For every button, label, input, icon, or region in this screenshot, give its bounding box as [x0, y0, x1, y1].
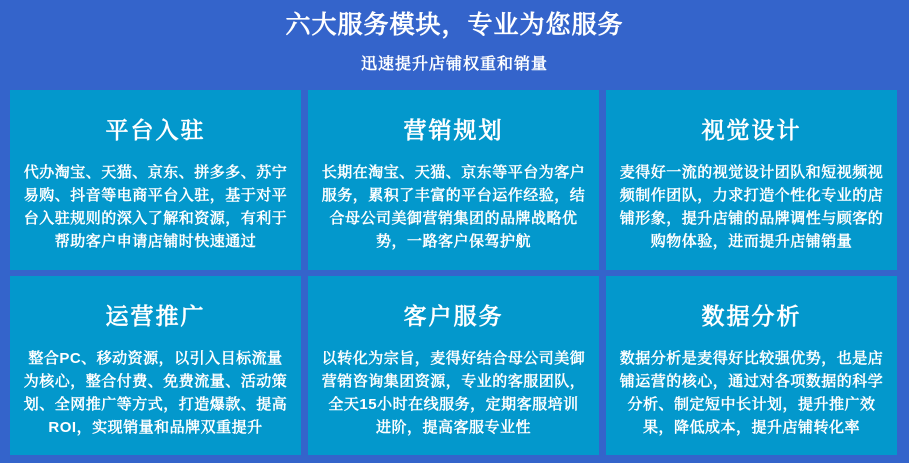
section-header: [0, 0, 909, 74]
service-card-data-analysis: [606, 276, 897, 455]
service-card-platform-entry: [10, 90, 301, 270]
card-title: 客户服务: [403, 303, 504, 329]
services-grid: [10, 90, 897, 455]
card-title: 数据分析: [701, 303, 802, 329]
service-card-operations-promotion: [10, 276, 301, 455]
card-body: 麦得好一流的视觉设计团队和短视频视频制作团队，力求打造个性化专业的店铺形象，提升店铺的品牌调性与顾客的购物体验，进而提升店铺销量: [619, 164, 884, 250]
section-subtitle: 迅速提升店铺权重和销量: [360, 56, 548, 73]
card-body: 长期在淘宝、天猫、京东等平台为客户服务，累积了丰富的平台运作经验，结合母公司美御营销集团的品牌战略优势，一路客户保驾护航: [321, 164, 586, 250]
card-body: 数据分析是麦得好比较强优势，也是店铺运营的核心，通过对各项数据的科学分析、制定短中长计划，提升推广效果，降低成本，提升店铺转化率: [619, 350, 884, 436]
card-title: 营销规划: [403, 117, 504, 143]
card-body: 代办淘宝、天猫、京东、拼多多、苏宁易购、抖音等电商平台入驻，基于对平台入驻规则的深入了解和资源，有利于帮助客户申请店铺时快速通过: [23, 164, 288, 250]
card-title: 平台入驻: [105, 117, 206, 143]
card-title: 视觉设计: [701, 117, 802, 143]
service-card-marketing-planning: [308, 90, 599, 270]
card-body: 整合PC、移动资源，以引入目标流量为核心，整合付费、免费流量、活动策划、全网推广等方式，打造爆款、提高ROI，实现销量和品牌双重提升: [23, 350, 288, 436]
service-card-customer-service: [308, 276, 599, 455]
service-card-visual-design: [606, 90, 897, 270]
card-body: 以转化为宗旨，麦得好结合母公司美御营销咨询集团资源，专业的客服团队，全天15小时在线服务，定期客服培训进阶，提高客服专业性: [321, 350, 586, 436]
section-title: 六大服务模块，专业为您服务: [285, 11, 624, 39]
card-title: 运营推广: [105, 303, 206, 329]
